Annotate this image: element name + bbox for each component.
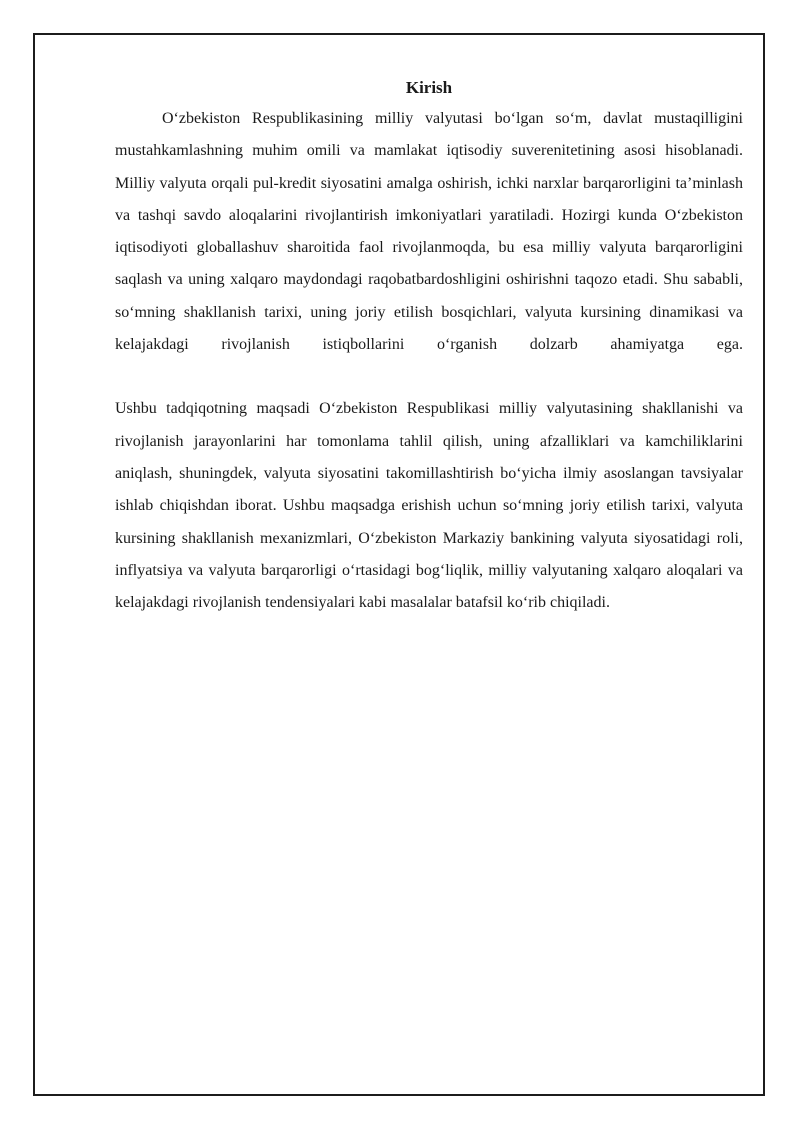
paragraph-introduction: O‘zbekiston Respublikasining milliy valyutasi bo‘lgan so‘m, davlat mustaqilligini mustahkamlashning muhim omili va mamlakat iqtisodiy suverenitetining asosi hisoblanadi. Milliy valyuta orqali pul-kredit siyosatini amalga oshirish, ichki narxlar barqarorligini ta’minlash va tashqi savdo aloqalarini rivojlantirish imkoniyatlari yaratiladi. Hozirgi kunda O‘zbekiston iqtisodiyoti globallashuv sharoitida faol rivojlanmoqda, bu esa milliy valyuta barqarorligini saqlash va uning xalqaro maydondagi raqobatbardoshligini oshirishni taqozo etadi. Shu sababli, so‘mning shakllanish tarixi, uning joriy etilish bosqichlari, valyuta kursining dinamikasi va kelajakdagi rivojlanish istiqbollarini o‘rganish dolzarb ahamiyatga ega. [115,110,743,354]
document-title: Kirish [405,78,453,97]
paragraph-research-aim: Ushbu tadqiqotning maqsadi O‘zbekiston Respublikasi milliy valyutasining shakllanishi va rivojlanish jarayonlarini har tomonlama tahlil qilish, uning afzalliklari va kamchiliklarini aniqlash, shuningdek, valyuta siyosatini takomillashtirish bo‘yicha ilmiy asoslangan tavsiyalar ishlab chiqishdan iborat. Ushbu maqsadga erishish uchun so‘mning joriy etilish tarixi, valyuta kursining shakllanish mexanizmlari, O‘zbekiston Markaziy bankining valyuta siyosatidagi roli, inflyatsiya va valyuta barqarorligi o‘rtasidagi bog‘liqlik, milliy valyutaning xalqaro aloqalari va kelajakdagi rivojlanish tendensiyalari kabi masalalar batafsil ko‘rib chiqiladi. [115,400,743,612]
document-body [115,76,743,619]
paragraph-spacer [115,361,743,393]
